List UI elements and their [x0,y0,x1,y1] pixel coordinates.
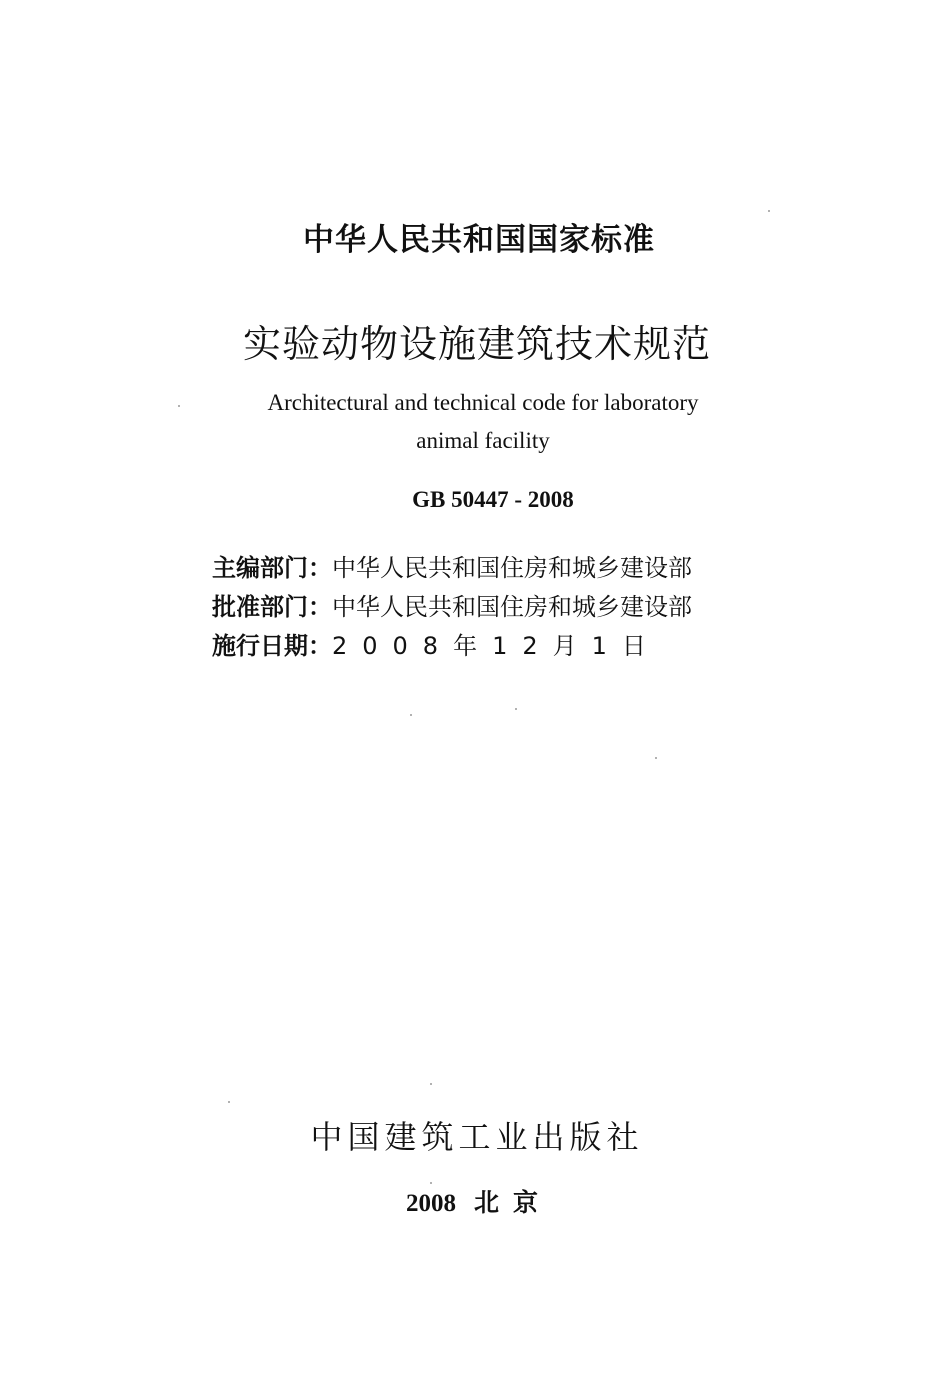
effective-date-row [212,629,661,663]
effective-date-label: 施行日期： [212,632,332,660]
document-title-cn: 实验动物设施建筑技术规范 [242,322,711,366]
standard-code: GB 50447 - 2008 [412,487,574,512]
publisher: 中国建筑工业出版社 [310,1118,644,1156]
scan-speck [228,1101,230,1103]
standard-category: 中华人民共和国国家标准 [303,222,655,258]
scan-speck [410,714,412,716]
scan-speck [768,210,770,212]
editor-label: 主编部门： [212,554,332,582]
document-title-en-line1: Architectural and technical code for laboratory [267,390,699,415]
scan-speck [430,1083,432,1085]
approver-row [212,590,692,624]
scan-speck [515,708,517,710]
scan-speck [178,405,180,407]
approver-value: 中华人民共和国住房和城乡建设部 [332,593,692,621]
editor-row [212,551,692,585]
publication-place [4,1183,950,1219]
document-title-en-line2: animal facility [416,428,550,453]
effective-date-value: 2008年12月1日 [332,632,661,660]
publication-year: 2008 [405,1190,456,1217]
scan-speck [655,757,657,759]
scan-speck [430,1182,432,1184]
editor-value: 中华人民共和国住房和城乡建设部 [332,554,692,582]
publication-city: 北京 [473,1188,552,1217]
approver-label: 批准部门： [212,593,332,621]
